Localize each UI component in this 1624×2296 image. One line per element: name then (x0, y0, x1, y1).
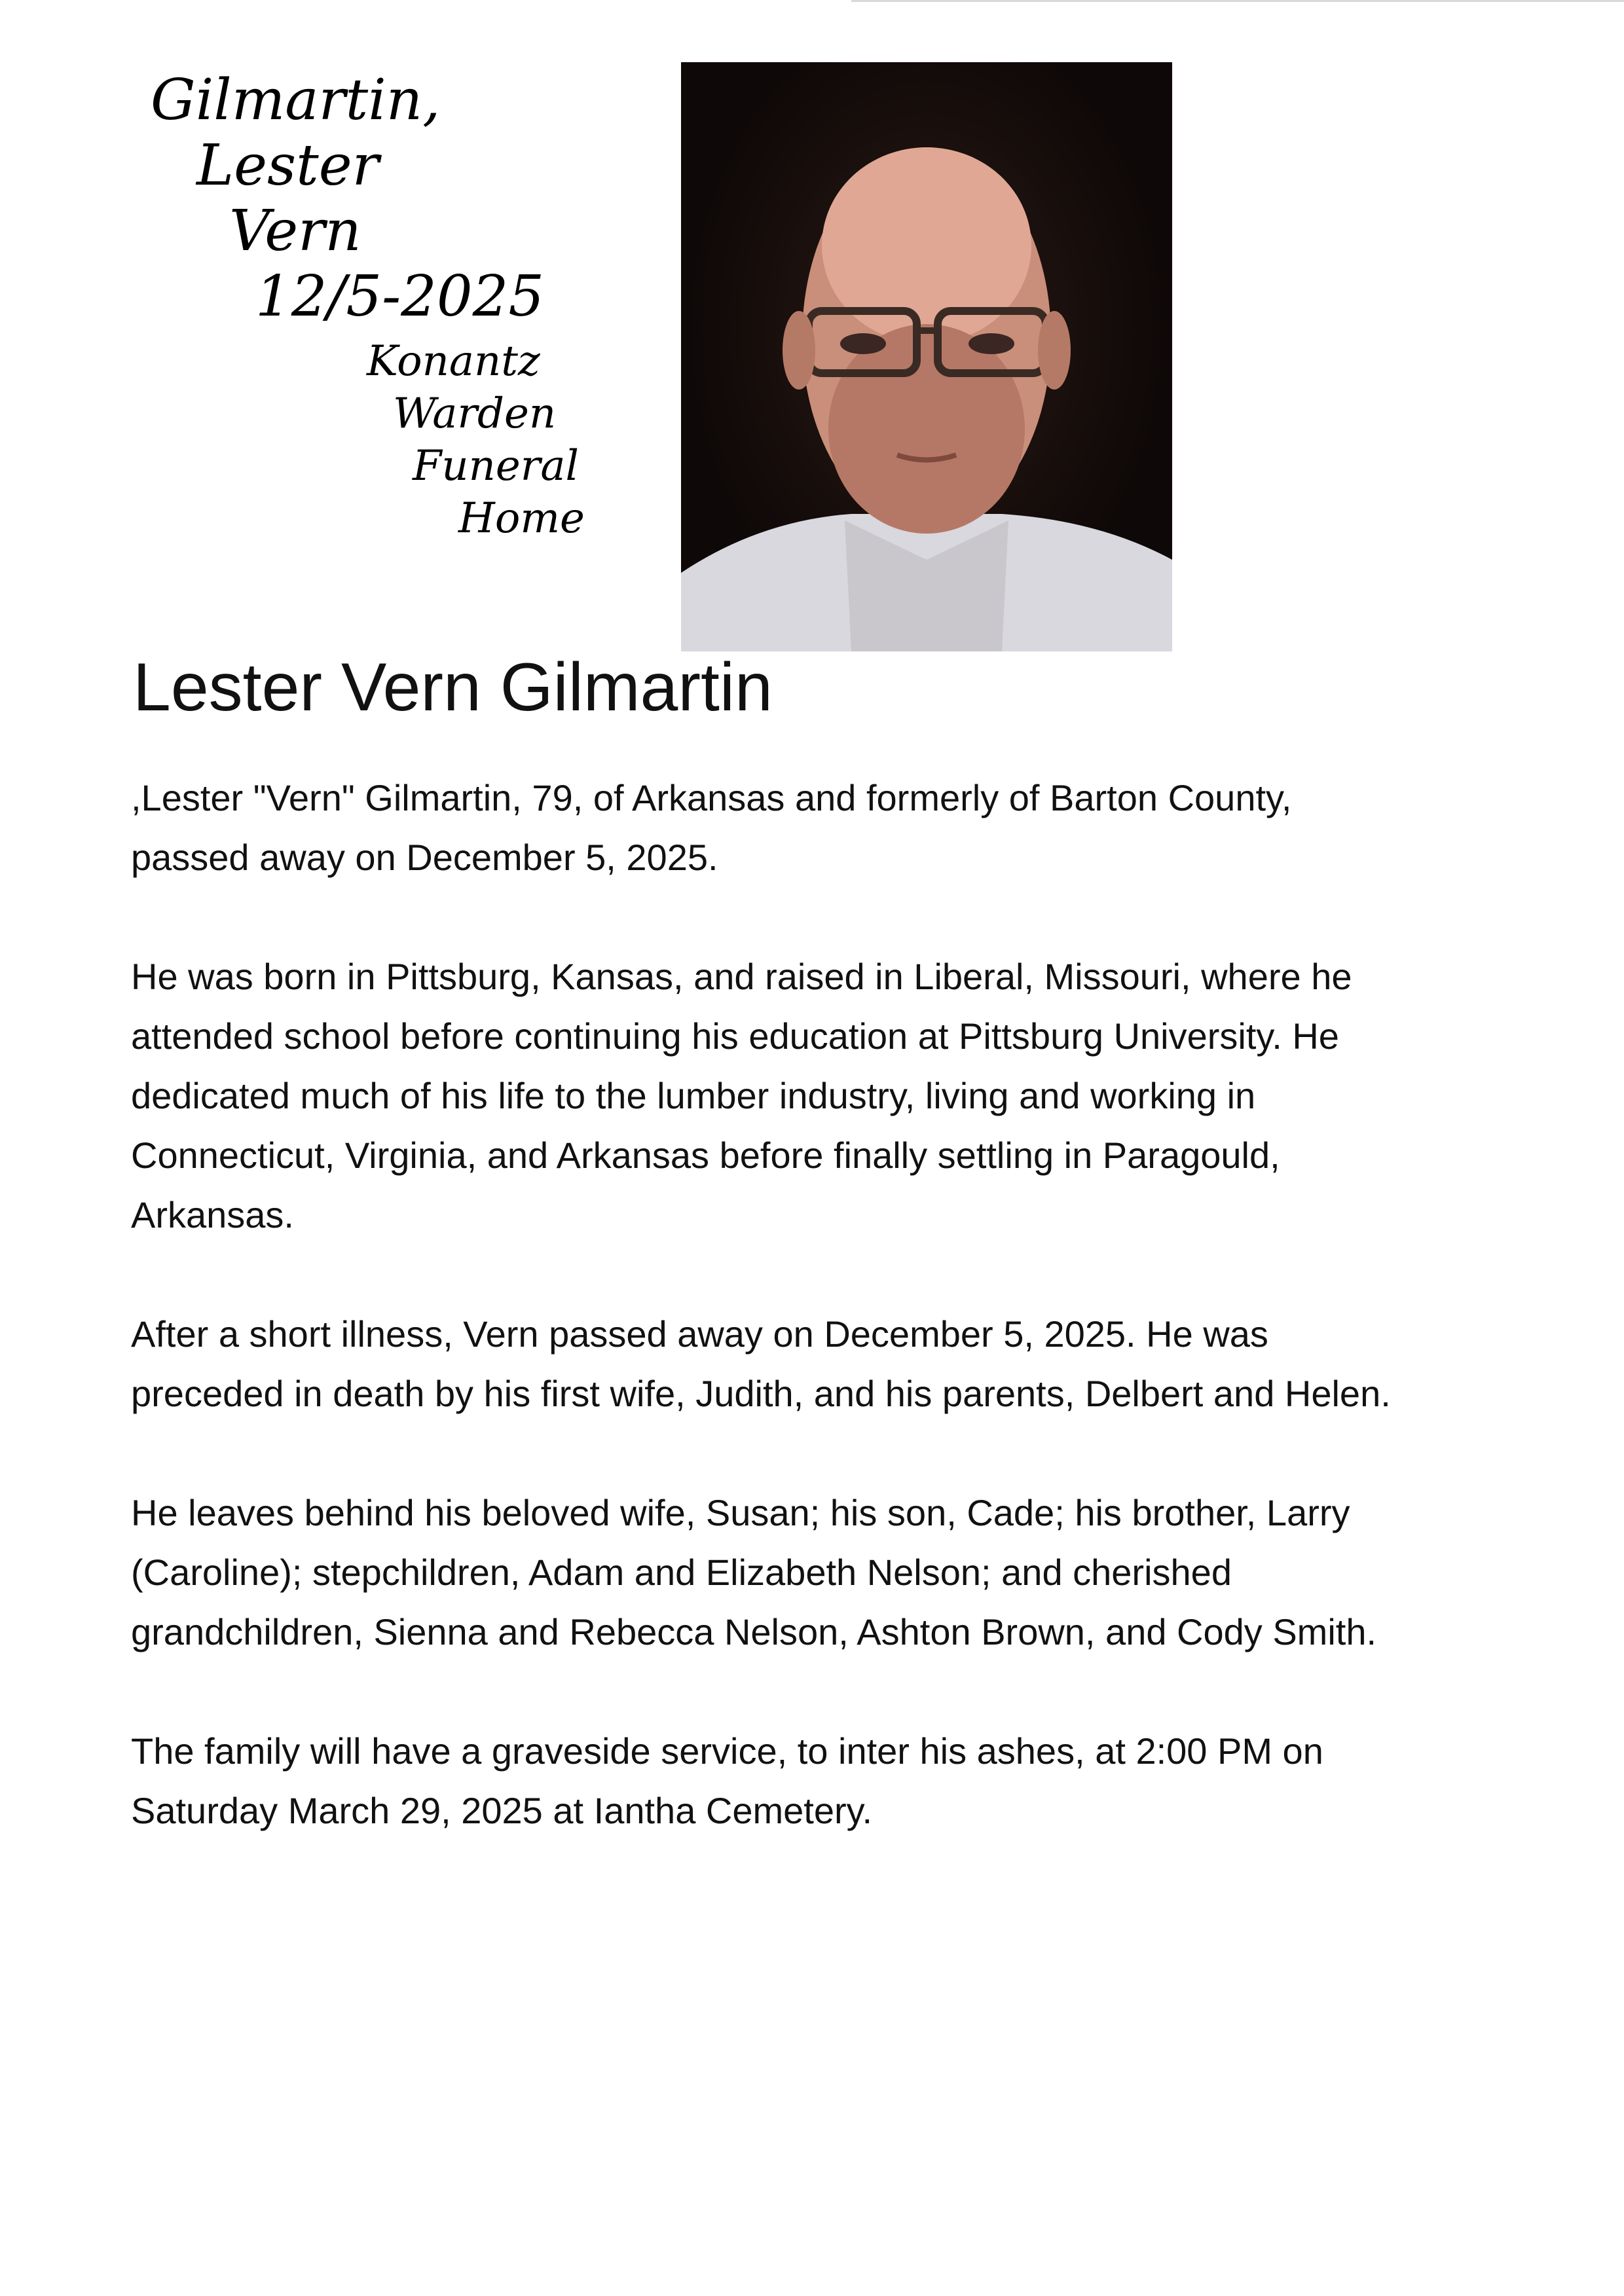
text-line: He was born in Pittsburg, Kansas, and raised in Liberal, Missouri, where he (131, 956, 1352, 997)
text-line: dedicated much of his life to the lumber industry, living and working in (131, 1075, 1256, 1116)
text-line: Connecticut, Virginia, and Arkansas before finally settling in Paragould, (131, 1135, 1280, 1176)
note-line: Home (458, 494, 585, 543)
scan-edge-line (851, 0, 1624, 2)
text-line: The family will have a graveside service, to inter his ashes, at 2:00 PM on (131, 1730, 1323, 1772)
note-line: 12/5-2025 (255, 264, 545, 329)
paragraph-announcement (131, 768, 1539, 887)
paragraph-service (131, 1721, 1539, 1840)
text-line: ,Lester "Vern" Gilmartin, 79, of Arkansas and formerly of Barton County, (131, 777, 1292, 818)
text-line: (Caroline); stepchildren, Adam and Elizabeth Nelson; and cherished (131, 1552, 1232, 1593)
portrait-photo (681, 62, 1172, 651)
paragraph-life (131, 947, 1539, 1245)
note-line: Vern (229, 198, 361, 264)
text-line: Saturday March 29, 2025 at Iantha Cemetery. (131, 1790, 873, 1831)
obituary-title: Lester Vern Gilmartin (133, 649, 773, 725)
text-line: grandchildren, Sienna and Rebecca Nelson, Ashton Brown, and Cody Smith. (131, 1611, 1377, 1652)
text-line: He leaves behind his beloved wife, Susan; his son, Cade; his brother, Larry (131, 1492, 1350, 1533)
note-line: Gilmartin, (151, 67, 441, 133)
note-line: Konantz (367, 337, 540, 386)
obituary-body (131, 768, 1539, 1900)
note-line: Lester (196, 133, 379, 198)
text-line: attended school before continuing his education at Pittsburg University. He (131, 1015, 1339, 1057)
text-line: preceded in death by his first wife, Judith, and his parents, Delbert and Helen. (131, 1373, 1391, 1414)
paragraph-preceded (131, 1304, 1539, 1423)
portrait-illustration (681, 62, 1172, 651)
note-line: Warden (393, 390, 557, 438)
text-line: passed away on December 5, 2025. (131, 837, 718, 878)
text-line: After a short illness, Vern passed away on December 5, 2025. He was (131, 1313, 1268, 1355)
note-line: Funeral (413, 442, 579, 490)
paragraph-survivors (131, 1483, 1539, 1662)
text-line: Arkansas. (131, 1194, 294, 1235)
